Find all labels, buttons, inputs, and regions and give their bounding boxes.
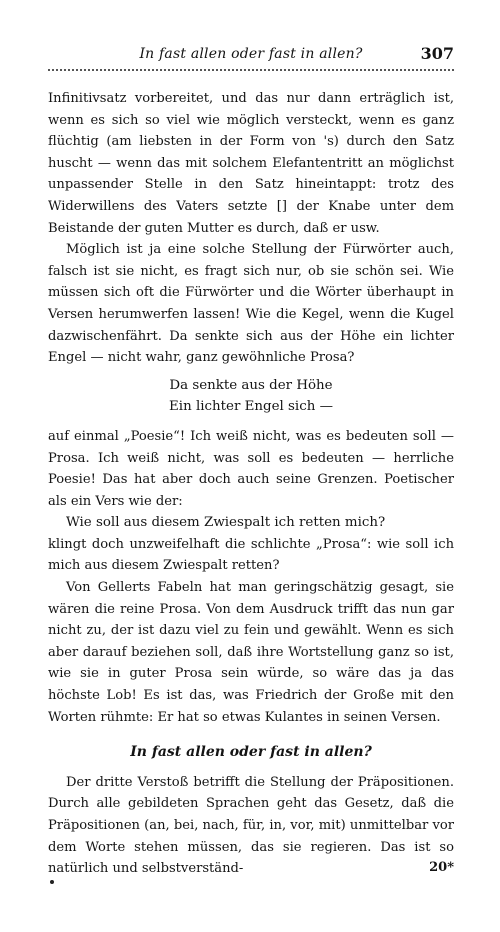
ink-spot <box>50 880 54 884</box>
header-rule <box>48 69 454 71</box>
verse-line: Ein lichter Engel sich — <box>169 399 333 415</box>
paragraph-pronouns: Möglich ist ja eine solche Stellung der Fürwörter auch, falsch ist sie nicht, es fragt sich nur, ob sie schön sei. Wie müssen sich oft die Fürwörter und die Wörter überhaupt in Versen herumwerfen lassen! Wie die Kegel, wenn die Kugel dazwischenfährt. Da senkte sich aus der Höhe ein lichter Engel — nicht wahr, ganz gewöhnliche Prosa? <box>48 242 454 366</box>
body-text <box>48 88 454 880</box>
paragraph-continued: Infinitivsatz vorbereitet, und das nur dann erträglich ist, wenn es sich so viel wie möglich versteckt, wenn es ganz flüchtig (am liebsten in der Form von 's) durch den Satz huscht — wenn das mit solchem Elefantentritt an möglichst unpassender Stelle in den Satz hineintappt: trotz des Widerwillens des Vaters setzte [] der Knabe unter dem Beistande der guten Mutter es durch, daß er usw. <box>48 91 454 236</box>
verse-line: Da senkte aus der Höhe <box>169 377 333 393</box>
running-title: In fast allen oder fast in allen? <box>139 46 363 62</box>
paragraph-prepositions: Der dritte Verstoß betrifft die Stellung der Präpositionen. Durch alle gebildeten Sprachen geht das Gesetz, daß die Präpositionen (an, bei, nach, für, in, vor, mit) unmittelbar vor dem Worte stehen müssen, das sie regieren. Das ist so natürlich und selbstverständ- <box>48 774 454 877</box>
running-head <box>48 44 454 68</box>
verse-quote <box>48 375 454 418</box>
paragraph-after-example: klingt doch unzweifelhaft die schlichte „Prosa“: wie soll ich mich aus diesem Zwiespalt retten? <box>48 536 454 574</box>
paragraph-gellert: Von Gellerts Fabeln hat man geringschätzig gesagt, sie wären die reine Prosa. Von dem Ausdruck trifft das nun gar nicht zu, der ist dazu viel zu fein und gewählt. Wenn es sich aber darauf beziehen soll, daß ihre Wortstellung ganz so ist, wie sie in guter Prosa sein würde, so wäre das ja das höchste Lob! Es ist das, was Friedrich der Große mit den Worten rühmte: Er hat so etwas Kulantes in seinen Versen. <box>48 580 454 725</box>
example-line: Wie soll aus diesem Zwiespalt ich retten mich? <box>66 515 386 531</box>
page-number: 307 <box>420 44 454 63</box>
paragraph-after-verse: auf einmal „Poesie“! Ich weiß nicht, was es bedeuten soll — Prosa. Ich weiß nicht, was soll es bedeuten — herrliche Poesie! Das hat aber doch auch seine Grenzen. Poetischer als ein Vers wie der: <box>48 428 454 509</box>
section-heading: In fast allen oder fast in allen? <box>130 744 372 761</box>
signature-mark: 20* <box>429 860 454 875</box>
